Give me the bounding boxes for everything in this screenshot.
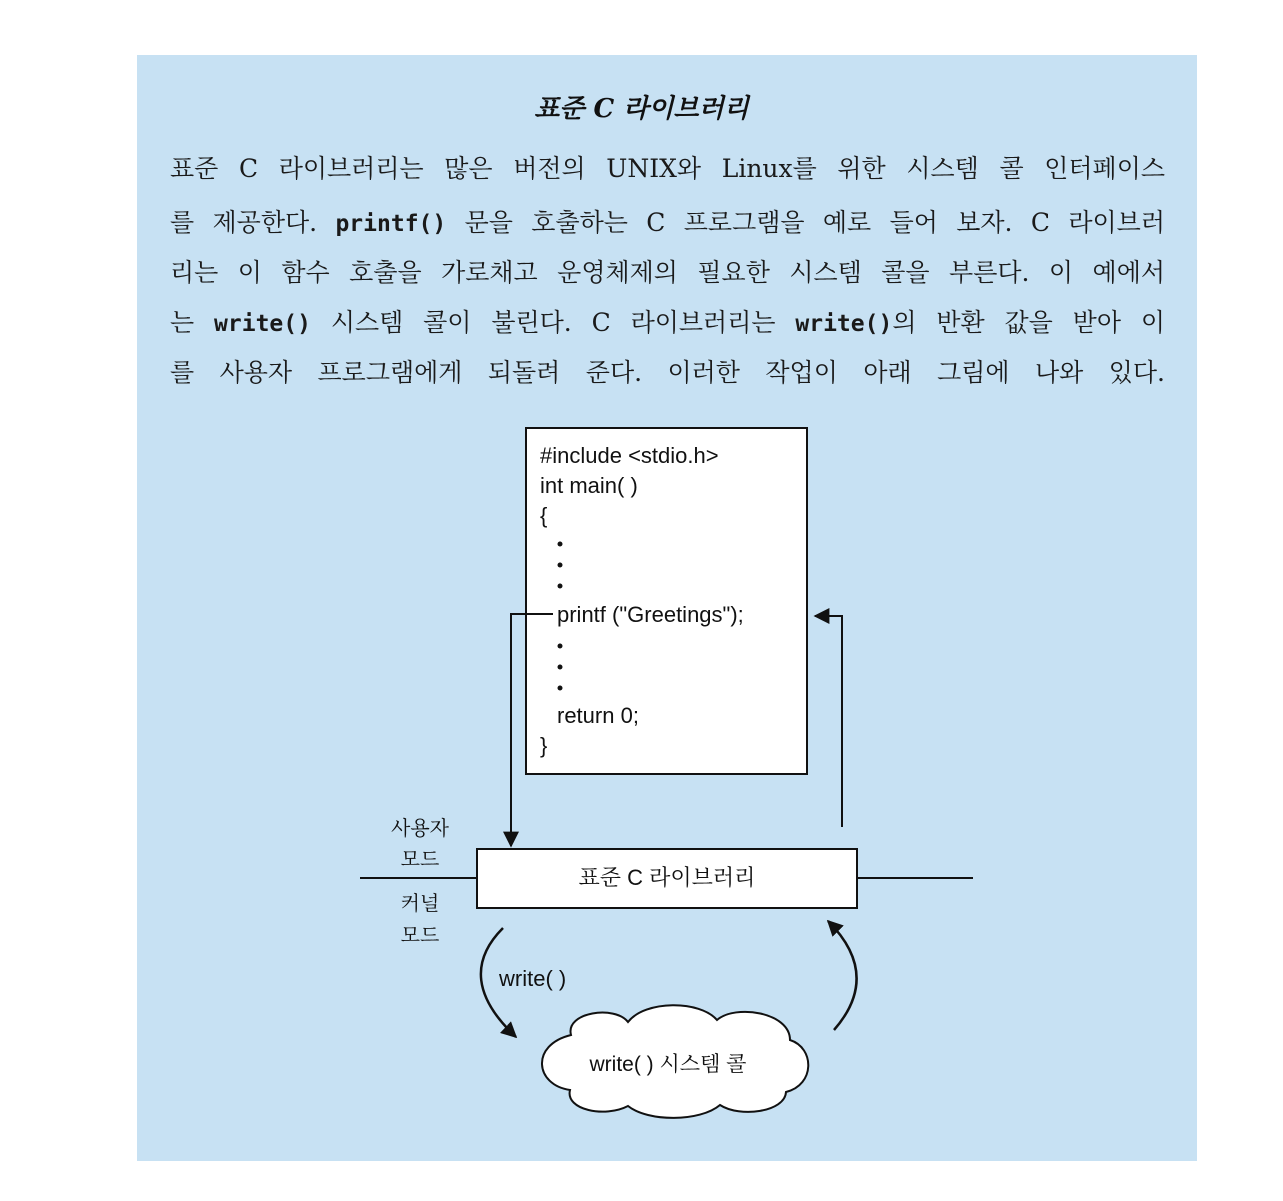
kernel-mode-label: 커널 bbox=[400, 893, 440, 915]
ellipsis-dot bbox=[558, 542, 563, 547]
text-segment: 시스템 콜이 불린다. C 라이브러리는 bbox=[310, 308, 796, 337]
text-segment: 를 제공한다. bbox=[170, 208, 336, 237]
code-line-open-brace: { bbox=[540, 503, 548, 528]
paragraph-line-5: 를 사용자 프로그램에게 되돌려 준다. 이러한 작업이 아래 그림에 나와 있다. bbox=[170, 358, 1165, 387]
code-printf: printf() bbox=[335, 211, 447, 237]
ellipsis-dot bbox=[558, 665, 563, 670]
system-call-label: write( ) 시스템 콜 bbox=[589, 1053, 747, 1076]
text-segment: 문을 호출하는 C 프로그램을 예로 들어 보자. C 라이브러 bbox=[446, 208, 1165, 237]
library-label: 표준 C 라이브러리 bbox=[578, 865, 756, 890]
text-segment: 는 bbox=[170, 308, 215, 337]
user-mode-label: 모드 bbox=[400, 849, 440, 871]
user-mode-label: 사용자 bbox=[391, 818, 449, 840]
panel-title: 표준 C 라이브러리 bbox=[534, 94, 749, 124]
text-segment: 의 반환 값을 받아 이 bbox=[892, 308, 1165, 337]
kernel-mode-label: 모드 bbox=[400, 925, 440, 947]
code-write: write() bbox=[214, 311, 311, 337]
ellipsis-dot bbox=[558, 686, 563, 691]
paragraph-line-3: 리는 이 함수 호출을 가로채고 운영체제의 필요한 시스템 콜을 부른다. 이 예에서 bbox=[170, 258, 1165, 287]
ellipsis-dot bbox=[558, 563, 563, 568]
code-line-main: int main( ) bbox=[540, 473, 638, 498]
code-line-close-brace: } bbox=[540, 733, 548, 758]
ellipsis-dot bbox=[558, 584, 563, 589]
paragraph-line-1: 표준 C 라이브러리는 많은 버전의 UNIX와 Linux를 위한 시스템 콜 인터페이스 bbox=[170, 154, 1165, 183]
code-line-return: return 0; bbox=[557, 703, 639, 728]
code-write: write() bbox=[795, 311, 893, 337]
return-arrow bbox=[815, 616, 842, 827]
syscall-arrow-up bbox=[828, 921, 857, 1030]
code-line-include: #include <stdio.h> bbox=[540, 443, 719, 468]
write-call-label: write( ) bbox=[499, 966, 567, 991]
ellipsis-dot bbox=[558, 644, 563, 649]
code-line-printf: printf ("Greetings"); bbox=[557, 602, 744, 627]
